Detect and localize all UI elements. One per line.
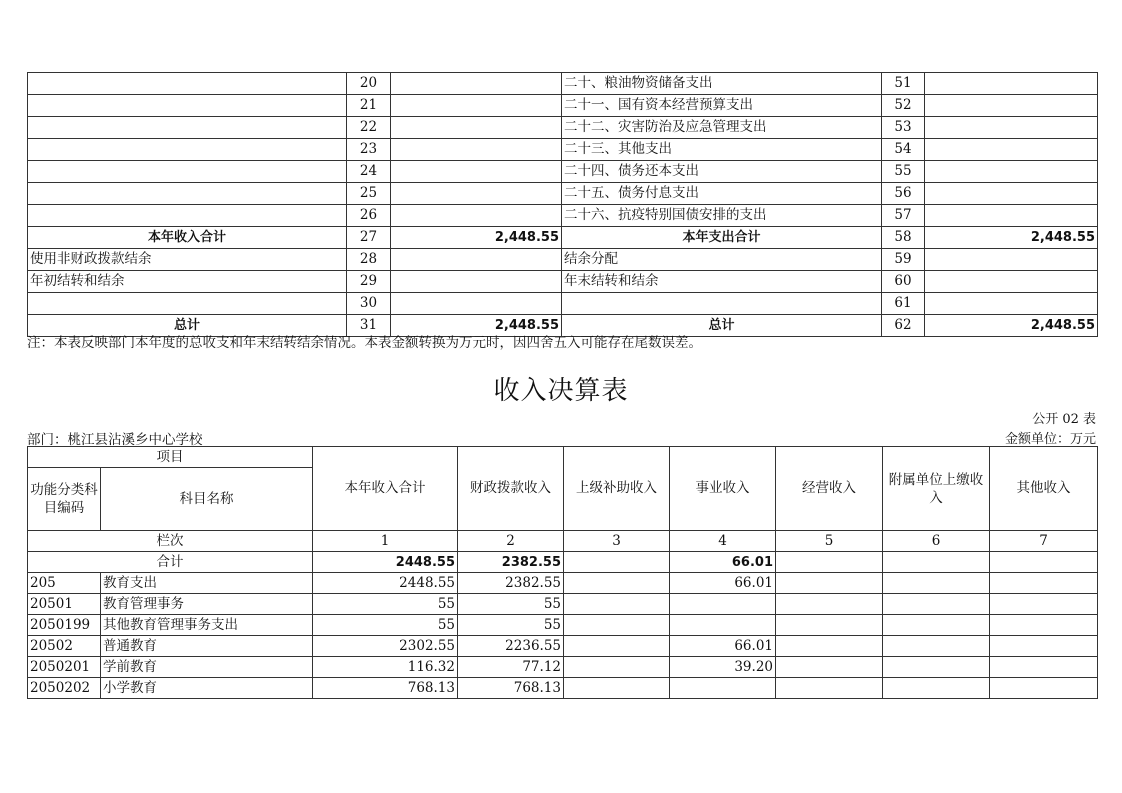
left-line-no: 29 [347,271,391,293]
amount-cell [883,636,990,657]
amount-cell [776,678,883,699]
left-line-no: 25 [347,183,391,205]
amount-cell: 77.12 [458,657,564,678]
left-line-no: 20 [347,73,391,95]
amount-cell: 768.13 [458,678,564,699]
table-row [28,573,1098,594]
right-label: 二十四、债务还本支出 [562,161,882,183]
amount-cell [883,594,990,615]
col-number: 6 [883,531,990,552]
table-row [28,636,1098,657]
summary-table [27,72,1098,337]
total-value [776,552,883,573]
right-label: 总计 [562,315,882,337]
right-line-no: 62 [882,315,925,337]
left-amount [391,293,562,315]
left-amount [391,73,562,95]
column-header: 经营收入 [776,447,883,531]
right-label [562,293,882,315]
amount-cell [990,636,1098,657]
subject-code: 20502 [28,636,101,657]
amount-cell: 2236.55 [458,636,564,657]
table-row [28,73,1098,95]
left-line-no: 24 [347,161,391,183]
amount-cell [670,678,776,699]
amount-cell: 55 [458,615,564,636]
right-amount [925,161,1098,183]
amount-cell: 2448.55 [313,573,458,594]
income-table [27,446,1098,699]
right-amount [925,139,1098,161]
subject-code: 2050202 [28,678,101,699]
subject-name: 教育支出 [101,573,313,594]
left-label: 年初结转和结余 [28,271,347,293]
left-line-no: 23 [347,139,391,161]
amount-cell: 768.13 [313,678,458,699]
right-amount [925,249,1098,271]
table-row [28,117,1098,139]
right-label: 二十三、其他支出 [562,139,882,161]
amount-cell [564,573,670,594]
amount-cell: 55 [458,594,564,615]
left-label: 本年收入合计 [28,227,347,249]
table-tag: 公开 02 表 [1032,412,1096,427]
header-name: 科目名称 [101,468,313,531]
amount-cell [564,636,670,657]
amount-cell [776,573,883,594]
total-label: 合计 [28,552,313,573]
left-label [28,95,347,117]
table-row [28,249,1098,271]
table-row [28,615,1098,636]
subject-code: 2050199 [28,615,101,636]
right-amount [925,205,1098,227]
right-label: 年末结转和结余 [562,271,882,293]
right-label: 二十二、灾害防治及应急管理支出 [562,117,882,139]
table-row [28,183,1098,205]
left-amount [391,117,562,139]
table-row [28,205,1098,227]
column-header: 财政拨款收入 [458,447,564,531]
amount-cell: 2302.55 [313,636,458,657]
right-label: 二十六、抗疫特别国债安排的支出 [562,205,882,227]
table-row [28,139,1098,161]
amount-cell: 116.32 [313,657,458,678]
right-line-no: 54 [882,139,925,161]
right-amount [925,73,1098,95]
left-label [28,73,347,95]
left-label [28,161,347,183]
table-row [28,95,1098,117]
right-line-no: 55 [882,161,925,183]
left-label [28,183,347,205]
amount-cell [883,657,990,678]
subject-name: 学前教育 [101,657,313,678]
table-note: 注：本表反映部门本年度的总收支和年末结转结余情况。本表金额转换为万元时，因四舍五入可能存在尾数误差。 [27,335,702,351]
amount-cell: 39.20 [670,657,776,678]
right-amount [925,271,1098,293]
subject-code: 205 [28,573,101,594]
left-line-no: 31 [347,315,391,337]
amount-cell [990,573,1098,594]
right-line-no: 53 [882,117,925,139]
left-amount: 2,448.55 [391,227,562,249]
left-amount [391,161,562,183]
right-line-no: 52 [882,95,925,117]
subject-name: 教育管理事务 [101,594,313,615]
left-amount [391,205,562,227]
subject-code: 20501 [28,594,101,615]
header-code: 功能分类科目编码 [28,468,101,531]
col-number: 4 [670,531,776,552]
right-amount [925,293,1098,315]
col-number-label: 栏次 [28,531,313,552]
amount-cell [990,615,1098,636]
right-label: 结余分配 [562,249,882,271]
left-label [28,205,347,227]
table-row [28,227,1098,249]
right-label: 本年支出合计 [562,227,882,249]
subject-name: 普通教育 [101,636,313,657]
table-row [28,594,1098,615]
col-number: 3 [564,531,670,552]
amount-cell [776,594,883,615]
left-line-no: 21 [347,95,391,117]
unit-label: 金额单位：万元 [1004,432,1096,447]
subject-name: 小学教育 [101,678,313,699]
right-line-no: 51 [882,73,925,95]
amount-cell [564,678,670,699]
total-value: 66.01 [670,552,776,573]
amount-cell: 2382.55 [458,573,564,594]
amount-cell [564,657,670,678]
table-row [28,161,1098,183]
amount-cell [883,678,990,699]
column-header: 附属单位上缴收入 [883,447,990,531]
left-amount [391,183,562,205]
subject-code: 2050201 [28,657,101,678]
left-amount [391,271,562,293]
left-line-no: 26 [347,205,391,227]
column-header: 上级补助收入 [564,447,670,531]
amount-cell [776,615,883,636]
right-amount: 2,448.55 [925,227,1098,249]
column-header: 事业收入 [670,447,776,531]
total-value [883,552,990,573]
total-value [564,552,670,573]
total-value [990,552,1098,573]
table-row [28,293,1098,315]
left-amount [391,95,562,117]
department-label: 部门：桃江县沾溪乡中心学校 [27,432,203,448]
left-label: 使用非财政拨款结余 [28,249,347,271]
right-line-no: 58 [882,227,925,249]
amount-cell [990,594,1098,615]
right-line-no: 59 [882,249,925,271]
amount-cell: 55 [313,594,458,615]
column-header: 本年收入合计 [313,447,458,531]
table-row [28,271,1098,293]
left-label [28,139,347,161]
col-number: 2 [458,531,564,552]
amount-cell [670,594,776,615]
amount-cell: 55 [313,615,458,636]
amount-cell [990,678,1098,699]
right-line-no: 60 [882,271,925,293]
left-amount: 2,448.55 [391,315,562,337]
left-line-no: 30 [347,293,391,315]
page-title: 收入决算表 [493,376,629,406]
total-value: 2448.55 [313,552,458,573]
left-label [28,293,347,315]
right-amount: 2,448.55 [925,315,1098,337]
amount-cell: 66.01 [670,573,776,594]
table-row [28,678,1098,699]
left-label: 总计 [28,315,347,337]
right-line-no: 57 [882,205,925,227]
left-line-no: 27 [347,227,391,249]
left-amount [391,249,562,271]
right-line-no: 56 [882,183,925,205]
right-amount [925,117,1098,139]
right-amount [925,95,1098,117]
col-number: 5 [776,531,883,552]
left-label [28,117,347,139]
right-label: 二十一、国有资本经营预算支出 [562,95,882,117]
col-number: 7 [990,531,1098,552]
table-row [28,657,1098,678]
left-amount [391,139,562,161]
subject-name: 其他教育管理事务支出 [101,615,313,636]
amount-cell [883,573,990,594]
col-number: 1 [313,531,458,552]
right-amount [925,183,1098,205]
total-value: 2382.55 [458,552,564,573]
amount-cell [990,657,1098,678]
column-header: 其他收入 [990,447,1098,531]
amount-cell [883,615,990,636]
amount-cell [776,657,883,678]
header-item: 项目 [28,447,313,468]
amount-cell [564,615,670,636]
left-line-no: 28 [347,249,391,271]
left-line-no: 22 [347,117,391,139]
amount-cell [670,615,776,636]
right-label: 二十五、债务付息支出 [562,183,882,205]
right-line-no: 61 [882,293,925,315]
right-label: 二十、粮油物资储备支出 [562,73,882,95]
amount-cell [564,594,670,615]
amount-cell [776,636,883,657]
amount-cell: 66.01 [670,636,776,657]
